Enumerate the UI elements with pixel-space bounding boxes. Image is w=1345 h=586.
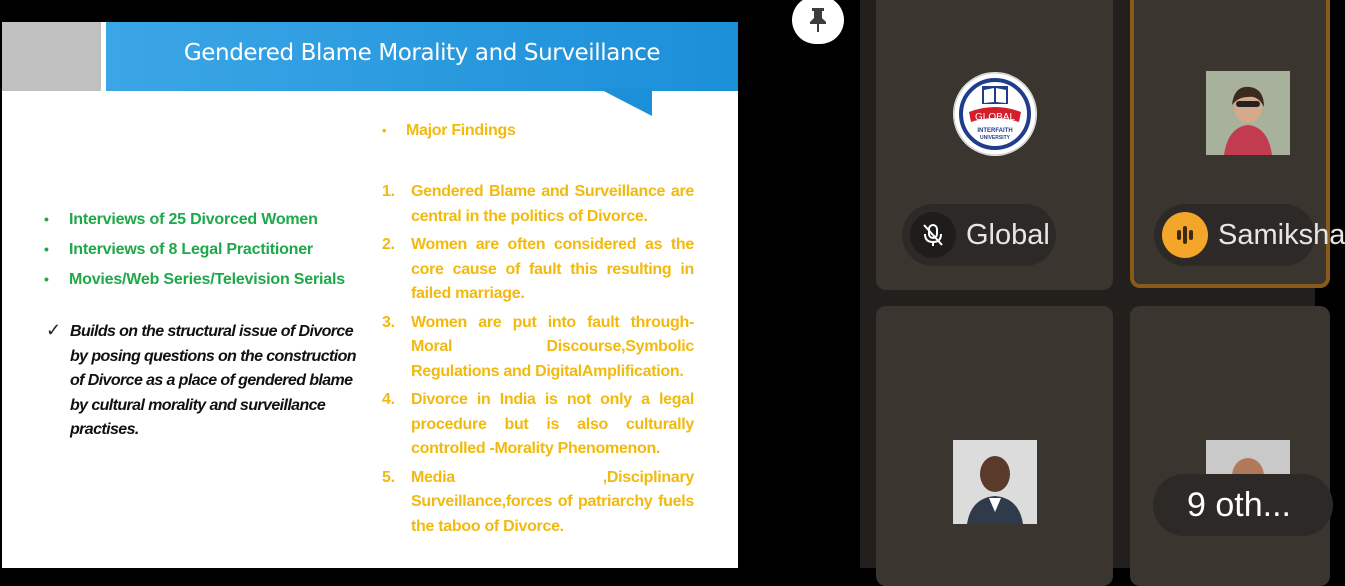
methods-list <box>44 204 345 294</box>
avatar-samiksha <box>1206 71 1290 155</box>
finding-item: 3. Women are put into fault through-Moral Discourse,Symbolic Regulations and DigitalAmplification. <box>382 313 694 380</box>
finding-item: 1. Gendered Blame and Surveillance are central in the politics of Divorce. <box>382 183 694 225</box>
logo-word-global: GLOBAL <box>974 112 1016 123</box>
methods-item: • Interviews of 8 Legal Practitioner <box>44 241 313 258</box>
participant-name-global: Global <box>966 218 1050 251</box>
finding-item: 4. Divorce in India is not only a legal procedure but is also culturally controlled -Morality Phenomenon. <box>382 391 694 457</box>
pin-icon <box>806 6 830 34</box>
slide-banner-tab <box>598 88 652 116</box>
avatar-global-logo <box>953 72 1037 156</box>
slide-grey-block <box>2 22 101 91</box>
avatar-participant-3 <box>953 440 1037 524</box>
major-findings-heading: • Major Findings <box>382 122 516 139</box>
methods-item: • Movies/Web Series/Television Serials <box>44 271 345 288</box>
checkmark-icon: ✓ <box>46 320 62 340</box>
finding-item: 2. Women are often considered as the core cause of fault this resulting in failed marriage. <box>382 236 694 302</box>
participant-name-chip-samiksha <box>1154 204 1345 266</box>
other-participants-button[interactable]: 9 oth... <box>1153 474 1333 536</box>
participant-name-chip-global <box>902 204 1056 266</box>
pin-button[interactable] <box>792 0 844 44</box>
slide-title: Gendered Blame Morality and Surveillance <box>183 40 661 66</box>
logo-word-university: UNIVERSITY <box>979 135 1011 141</box>
finding-item: 5. Media ,Disciplinary Surveillance,forces of patriarchy fuels the taboo of Divorce. <box>382 468 694 535</box>
findings-list <box>382 180 694 543</box>
mic-off-icon <box>910 212 956 258</box>
audio-level-icon <box>1162 212 1208 258</box>
check-note-text: Builds on the structural issue of Divorce by posing questions on the construction of Divorce as a place of gendered blame by cultural morality and surveillance practises. <box>70 323 356 438</box>
methods-item: • Interviews of 25 Divorced Women <box>44 211 318 228</box>
logo-word-interfaith: INTERFAITH <box>977 128 1013 134</box>
participant-name-samiksha: Samiksha <box>1218 218 1345 251</box>
shared-slide <box>2 22 738 568</box>
